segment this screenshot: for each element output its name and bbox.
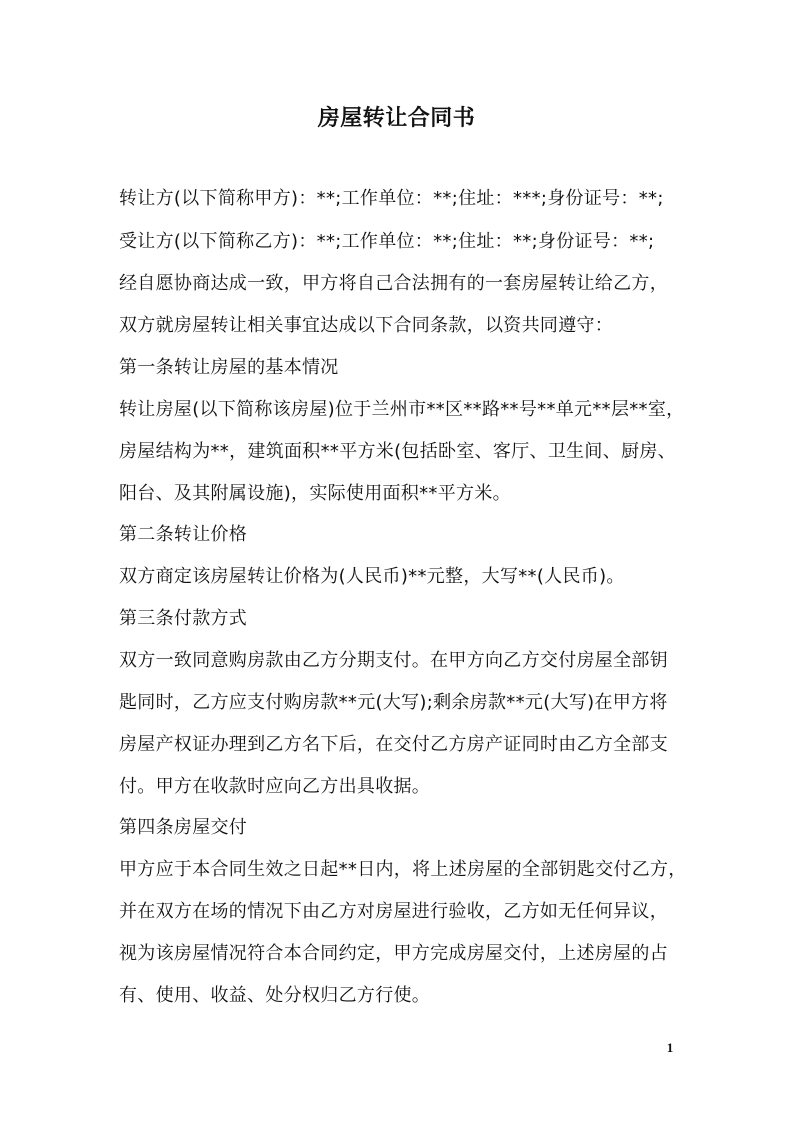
text-line-19: 视为该房屋情况符合本合同约定，甲方完成房屋交付，上述房屋的占 (119, 943, 668, 964)
text-line-13: 匙同时，乙方应支付购房款**元(大写);剩余房款**元(大写)在甲方将 (119, 692, 668, 713)
text-line-10: 双方商定该房屋转让价格为(人民币)**元整，大写**(人民币)。 (119, 566, 625, 587)
text-line-15: 付。甲方在收款时应向乙方出具收据。 (119, 776, 431, 797)
page-number: 1 (666, 1040, 674, 1055)
text-line-6: 转让房屋(以下简称该房屋)位于兰州市**区**路**号**单元**层**室， (119, 399, 685, 420)
section-heading-4: 第四条房屋交付 (119, 817, 248, 838)
section-heading-2: 第二条转让价格 (119, 524, 248, 545)
text-line-4: 双方就房屋转让相关事宜达成以下合同条款，以资共同遵守： (119, 315, 614, 336)
text-line-17: 甲方应于本合同生效之日起**日内，将上述房屋的全部钥匙交付乙方， (119, 859, 687, 880)
text-line-18: 并在双方在场的情况下由乙方对房屋进行验收，乙方如无任何异议， (119, 901, 668, 922)
document-title: 房屋转让合同书 (317, 106, 476, 131)
text-line-12: 双方一致同意购房款由乙方分期支付。在甲方向乙方交付房屋全部钥 (119, 650, 668, 671)
text-line-3: 经自愿协商达成一致，甲方将自己合法拥有的一套房屋转让给乙方， (119, 273, 668, 294)
text-line-1: 转让方(以下简称甲方)：**;工作单位：**;住址：***;身份证号：**; (119, 188, 664, 209)
text-line-7: 房屋结构为**，建筑面积**平方米(包括卧室、客厅、卫生间、厨房、 (119, 441, 676, 462)
section-heading-1: 第一条转让房屋的基本情况 (119, 357, 339, 378)
section-heading-3: 第三条付款方式 (119, 608, 248, 629)
text-line-14: 房屋产权证办理到乙方名下后，在交付乙方房产证同时由乙方全部支 (119, 734, 668, 755)
text-line-20: 有、使用、收益、处分权归乙方行使。 (119, 985, 431, 1006)
text-line-2: 受让方(以下简称乙方)：**;工作单位：**;住址：**;身份证号：**; (119, 231, 655, 252)
text-line-8: 阳台、及其附属设施)，实际使用面积**平方米。 (119, 483, 511, 504)
